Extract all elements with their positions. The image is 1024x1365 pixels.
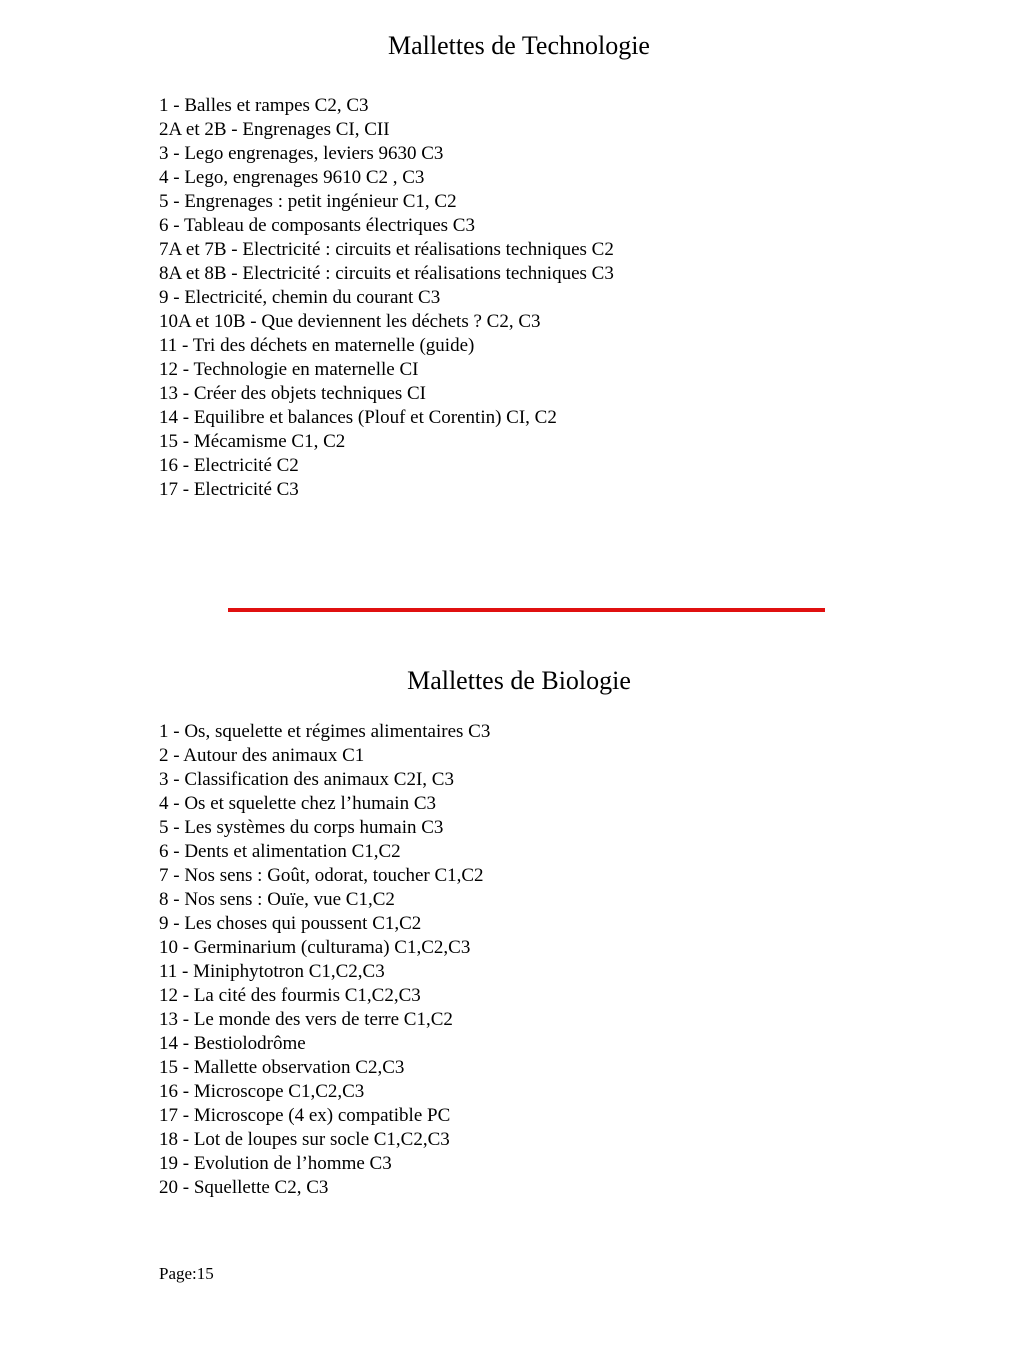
- list-item: 11 - Tri des déchets en maternelle (guide): [159, 335, 475, 356]
- list-item: 2A et 2B - Engrenages CI, CII: [159, 119, 390, 140]
- list-item: 3 - Classification des animaux C2I, C3: [159, 769, 454, 790]
- list-item: 6 - Tableau de composants électriques C3: [159, 215, 475, 236]
- technologie-list: [159, 94, 614, 502]
- list-item: 11 - Miniphytotron C1,C2,C3: [159, 961, 385, 982]
- technologie-title: Mallettes de Technologie: [388, 31, 650, 60]
- section-divider: [228, 608, 825, 612]
- list-item: 16 - Microscope C1,C2,C3: [159, 1081, 365, 1102]
- biologie-list: [159, 720, 490, 1200]
- biologie-title: Mallettes de Biologie: [407, 666, 631, 695]
- list-item: 1 - Os, squelette et régimes alimentaires C3: [159, 721, 491, 742]
- list-item: 14 - Bestiolodrôme: [159, 1033, 306, 1054]
- list-item: 10A et 10B - Que deviennent les déchets ? C2, C3: [159, 311, 541, 332]
- list-item: 7 - Nos sens : Goût, odorat, toucher C1,C2: [159, 865, 484, 886]
- list-item: 2 - Autour des animaux C1: [159, 745, 365, 766]
- list-item: 12 - Technologie en maternelle CI: [159, 359, 419, 380]
- list-item: 5 - Engrenages : petit ingénieur C1, C2: [159, 191, 457, 212]
- list-item: 8A et 8B - Electricité : circuits et réalisations techniques C3: [159, 263, 614, 284]
- list-item: 17 - Electricité C3: [159, 479, 299, 500]
- list-item: 20 - Squellette C2, C3: [159, 1177, 329, 1198]
- page-number: Page:15: [159, 1264, 214, 1283]
- list-item: 13 - Créer des objets techniques CI: [159, 383, 426, 404]
- list-item: 18 - Lot de loupes sur socle C1,C2,C3: [159, 1129, 450, 1150]
- list-item: 4 - Os et squelette chez l’humain C3: [159, 793, 437, 814]
- list-item: 12 - La cité des fourmis C1,C2,C3: [159, 985, 421, 1006]
- list-item: 19 - Evolution de l’homme C3: [159, 1153, 392, 1174]
- list-item: 7A et 7B - Electricité : circuits et réalisations techniques C2: [159, 239, 614, 260]
- list-item: 15 - Mécamisme C1, C2: [159, 431, 346, 452]
- list-item: 13 - Le monde des vers de terre C1,C2: [159, 1009, 453, 1030]
- list-item: 16 - Electricité C2: [159, 455, 299, 476]
- list-item: 9 - Les choses qui poussent C1,C2: [159, 913, 422, 934]
- list-item: 6 - Dents et alimentation C1,C2: [159, 841, 401, 862]
- list-item: 14 - Equilibre et balances (Plouf et Corentin) CI, C2: [159, 407, 557, 428]
- list-item: 3 - Lego engrenages, leviers 9630 C3: [159, 143, 444, 164]
- list-item: 1 - Balles et rampes C2, C3: [159, 95, 369, 116]
- list-item: 5 - Les systèmes du corps humain C3: [159, 817, 444, 838]
- list-item: 15 - Mallette observation C2,C3: [159, 1057, 405, 1078]
- list-item: 4 - Lego, engrenages 9610 C2 , C3: [159, 167, 425, 188]
- list-item: 8 - Nos sens : Ouïe, vue C1,C2: [159, 889, 395, 910]
- list-item: 9 - Electricité, chemin du courant C3: [159, 287, 441, 308]
- list-item: 10 - Germinarium (culturama) C1,C2,C3: [159, 937, 471, 958]
- list-item: 17 - Microscope (4 ex) compatible PC: [159, 1105, 451, 1126]
